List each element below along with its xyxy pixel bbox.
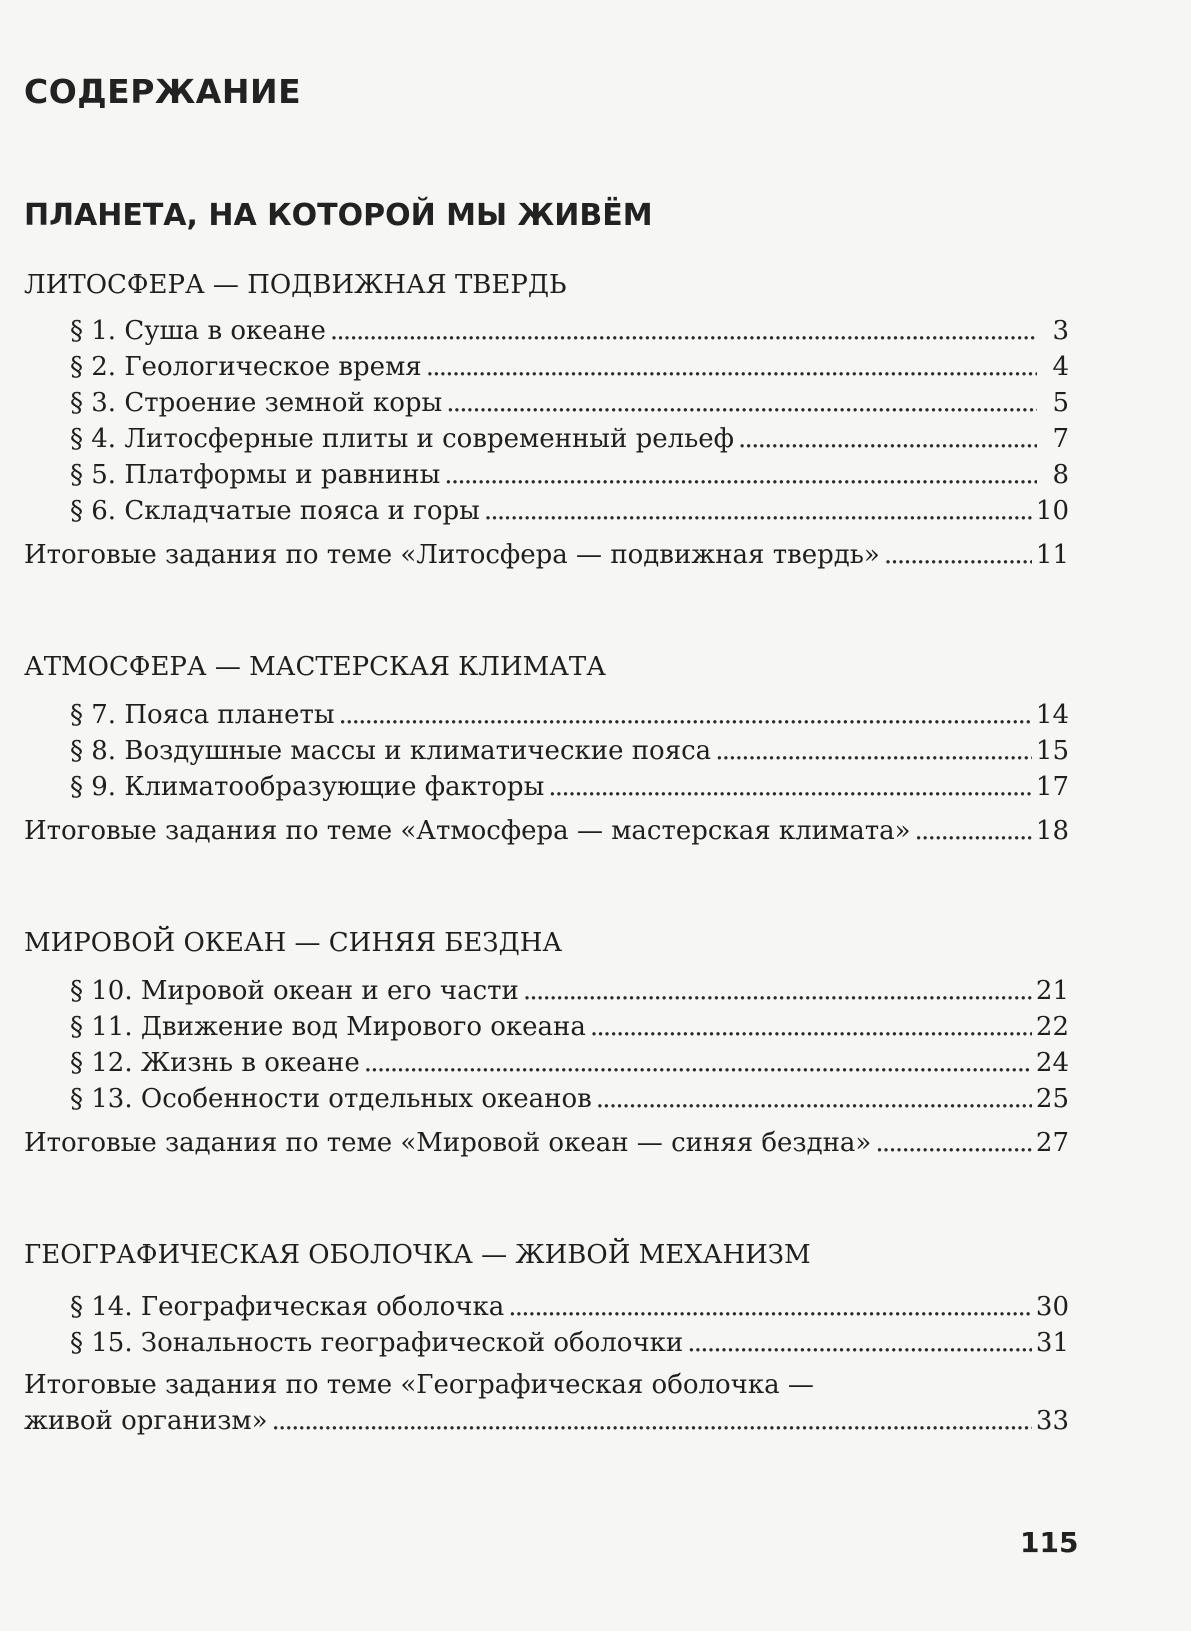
toc-entry-page: 10 xyxy=(1035,496,1069,526)
toc-entry-page: 17 xyxy=(1035,772,1069,802)
toc-entry-label: Итоговые задания по теме «Атмосфера — мастерская климата» xyxy=(24,816,911,846)
toc-entry[interactable] xyxy=(70,424,1069,454)
leader-dots xyxy=(884,540,1032,570)
leader-dots xyxy=(330,316,1037,346)
toc-entry-label: § 8. Воздушные массы и климатические пояса xyxy=(70,736,712,766)
toc-entry-label: § 14. Географическая оболочка xyxy=(70,1292,505,1322)
toc-entry-label: § 3. Строение земной коры xyxy=(70,388,443,418)
toc-entry-page: 8 xyxy=(1052,460,1069,490)
toc-entry-page: 15 xyxy=(1035,736,1069,766)
toc-summary-entry[interactable] xyxy=(24,816,1069,846)
section-heading-geosphere: ГЕОГРАФИЧЕСКАЯ ОБОЛОЧКА — ЖИВОЙ МЕХАНИЗМ xyxy=(24,1240,811,1270)
toc-entry[interactable] xyxy=(70,1292,1069,1322)
toc-entry-label: § 10. Мировой океан и его части xyxy=(70,976,519,1006)
toc-entry-label: Итоговые задания по теме «Мировой океан — синяя бездна» xyxy=(24,1128,872,1158)
toc-entry-label: § 1. Суша в океане xyxy=(70,316,326,346)
leader-dots xyxy=(590,1012,1032,1042)
leader-dots xyxy=(426,352,1037,382)
toc-entry-page: 27 xyxy=(1035,1128,1069,1158)
toc-entry-page: 31 xyxy=(1035,1328,1069,1358)
part-title: ПЛАНЕТА, НА КОТОРОЙ МЫ ЖИВЁМ xyxy=(24,198,653,233)
toc-entry-label: § 15. Зональность географической оболочки xyxy=(70,1328,684,1358)
toc-entry[interactable] xyxy=(70,736,1069,766)
page-title: СОДЕРЖАНИЕ xyxy=(24,72,302,111)
toc-entry-label: § 11. Движение вод Мирового океана xyxy=(70,1012,586,1042)
leader-dots xyxy=(484,496,1032,526)
leader-dots xyxy=(508,1292,1032,1322)
leader-dots xyxy=(596,1084,1032,1114)
page-number: 115 xyxy=(1020,1526,1079,1559)
leader-dots xyxy=(548,772,1032,802)
toc-entry[interactable] xyxy=(70,1012,1069,1042)
section-heading-lithosphere: ЛИТОСФЕРА — ПОДВИЖНАЯ ТВЕРДЬ xyxy=(24,270,567,300)
toc-entry[interactable] xyxy=(70,1048,1069,1078)
toc-entry[interactable] xyxy=(70,772,1069,802)
toc-entry[interactable] xyxy=(70,316,1069,346)
toc-entry[interactable] xyxy=(70,1328,1069,1358)
toc-entry-label: § 7. Пояса планеты xyxy=(70,700,335,730)
leader-dots xyxy=(915,816,1032,846)
toc-summary-entry[interactable] xyxy=(24,1128,1069,1158)
toc-entry[interactable] xyxy=(70,976,1069,1006)
leader-dots xyxy=(875,1128,1032,1158)
toc-entry[interactable] xyxy=(70,700,1069,730)
leader-dots xyxy=(272,1406,1032,1436)
toc-entry-label: § 2. Геологическое время xyxy=(70,352,422,382)
toc-summary-entry[interactable] xyxy=(24,1406,1069,1436)
toc-entry-page: 4 xyxy=(1052,352,1069,382)
toc-entry-page: 33 xyxy=(1035,1406,1069,1436)
section-heading-atmosphere: АТМОСФЕРА — МАСТЕРСКАЯ КЛИМАТА xyxy=(24,652,606,682)
leader-dots xyxy=(715,736,1032,766)
leader-dots xyxy=(339,700,1032,730)
toc-summary-entry[interactable] xyxy=(24,540,1069,570)
toc-entry-label: § 9. Климатообразующие факторы xyxy=(70,772,545,802)
toc-entry-page: 14 xyxy=(1035,700,1069,730)
toc-entry-label: живой организм» xyxy=(24,1406,268,1436)
toc-entry-page: 18 xyxy=(1035,816,1069,846)
leader-dots xyxy=(523,976,1032,1006)
leader-dots xyxy=(364,1048,1032,1078)
toc-entry-page: 5 xyxy=(1052,388,1069,418)
toc-summary-label-line1[interactable]: Итоговые задания по теме «Географическая оболочка — xyxy=(24,1370,814,1400)
toc-entry-page: 3 xyxy=(1052,316,1069,346)
toc-entry-page: 21 xyxy=(1035,976,1069,1006)
toc-entry[interactable] xyxy=(70,388,1069,418)
section-heading-ocean: МИРОВОЙ ОКЕАН — СИНЯЯ БЕЗДНА xyxy=(24,928,563,958)
toc-entry-page: 25 xyxy=(1035,1084,1069,1114)
leader-dots xyxy=(738,424,1037,454)
toc-entry-page: 30 xyxy=(1035,1292,1069,1322)
toc-entry[interactable] xyxy=(70,352,1069,382)
toc-entry-page: 22 xyxy=(1035,1012,1069,1042)
toc-entry-page: 11 xyxy=(1035,540,1069,570)
toc-entry[interactable] xyxy=(70,496,1069,526)
toc-entry-label: Итоговые задания по теме «Литосфера — подвижная твердь» xyxy=(24,540,880,570)
toc-entry-label: § 4. Литосферные плиты и современный рельеф xyxy=(70,424,735,454)
leader-dots xyxy=(444,460,1037,490)
toc-entry-label: § 6. Складчатые пояса и горы xyxy=(70,496,480,526)
leader-dots xyxy=(446,388,1037,418)
toc-entry-page: 7 xyxy=(1052,424,1069,454)
leader-dots xyxy=(687,1328,1032,1358)
toc-entry[interactable] xyxy=(70,1084,1069,1114)
toc-entry-label: § 5. Платформы и равнины xyxy=(70,460,441,490)
toc-entry-label: § 13. Особенности отдельных океанов xyxy=(70,1084,592,1114)
toc-entry-page: 24 xyxy=(1035,1048,1069,1078)
toc-entry[interactable] xyxy=(70,460,1069,490)
toc-entry-label: § 12. Жизнь в океане xyxy=(70,1048,360,1078)
